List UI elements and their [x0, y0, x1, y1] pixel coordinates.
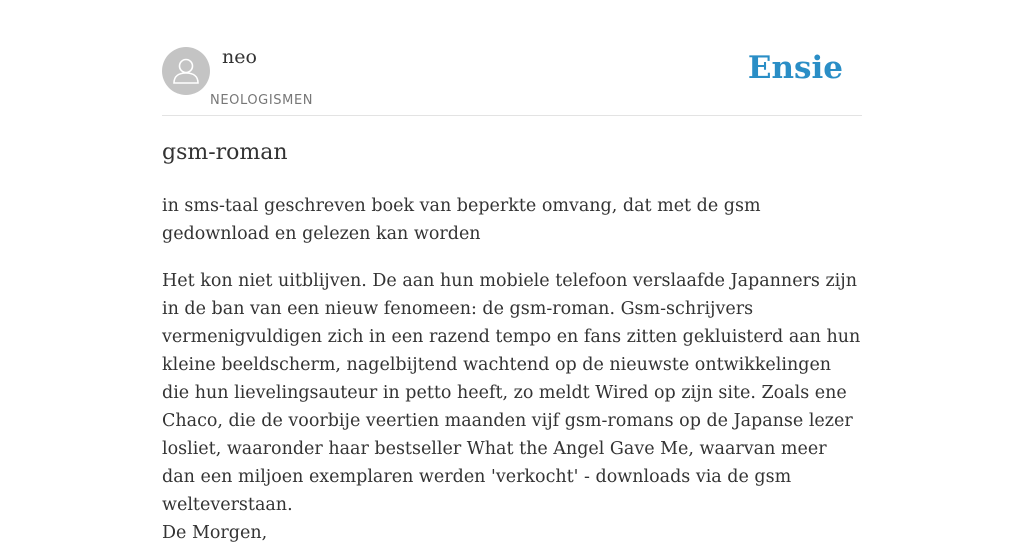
- category-label[interactable]: NEOLOGISMEN: [210, 93, 314, 108]
- entry-card: [162, 0, 862, 543]
- example-source: De Morgen,: [162, 523, 268, 543]
- entry-example: [162, 267, 862, 547]
- entry-title: gsm-roman: [162, 140, 288, 165]
- entry-definition: in sms-taal geschreven boek van beperkte omvang, dat met de gsm gedownload en gelezen kan worden: [162, 196, 761, 244]
- entry-header: [162, 0, 862, 116]
- avatar[interactable]: [162, 47, 210, 95]
- brand-logo[interactable]: Ensie: [747, 50, 843, 86]
- example-text: Het kon niet uitblijven. De aan hun mobiele telefoon verslaafde Japanners zijn in de ban van een nieuw fenomeen: de gsm-roman. Gsm-schrijvers vermenigvuldigen zich in een razend tempo en fans zitten gekluisterd aan hun kleine beeldscherm, nagelbijtend wachtend op de nieuwste ontwikkelingen die hun lievelingsauteur in petto heeft, zo meldt Wired op zijn site. Zoals ene Chaco, die de voorbije veertien maanden vijf gsm-romans op de Japanse lezer losliet, waaronder haar bestseller What the Angel Gave Me, waarvan meer dan een miljoen exemplaren werden 'verkocht' - downloads via de gsm welteverstaan.: [162, 271, 861, 515]
- author-name[interactable]: neo: [222, 46, 257, 68]
- user-silhouette-icon: [162, 47, 210, 95]
